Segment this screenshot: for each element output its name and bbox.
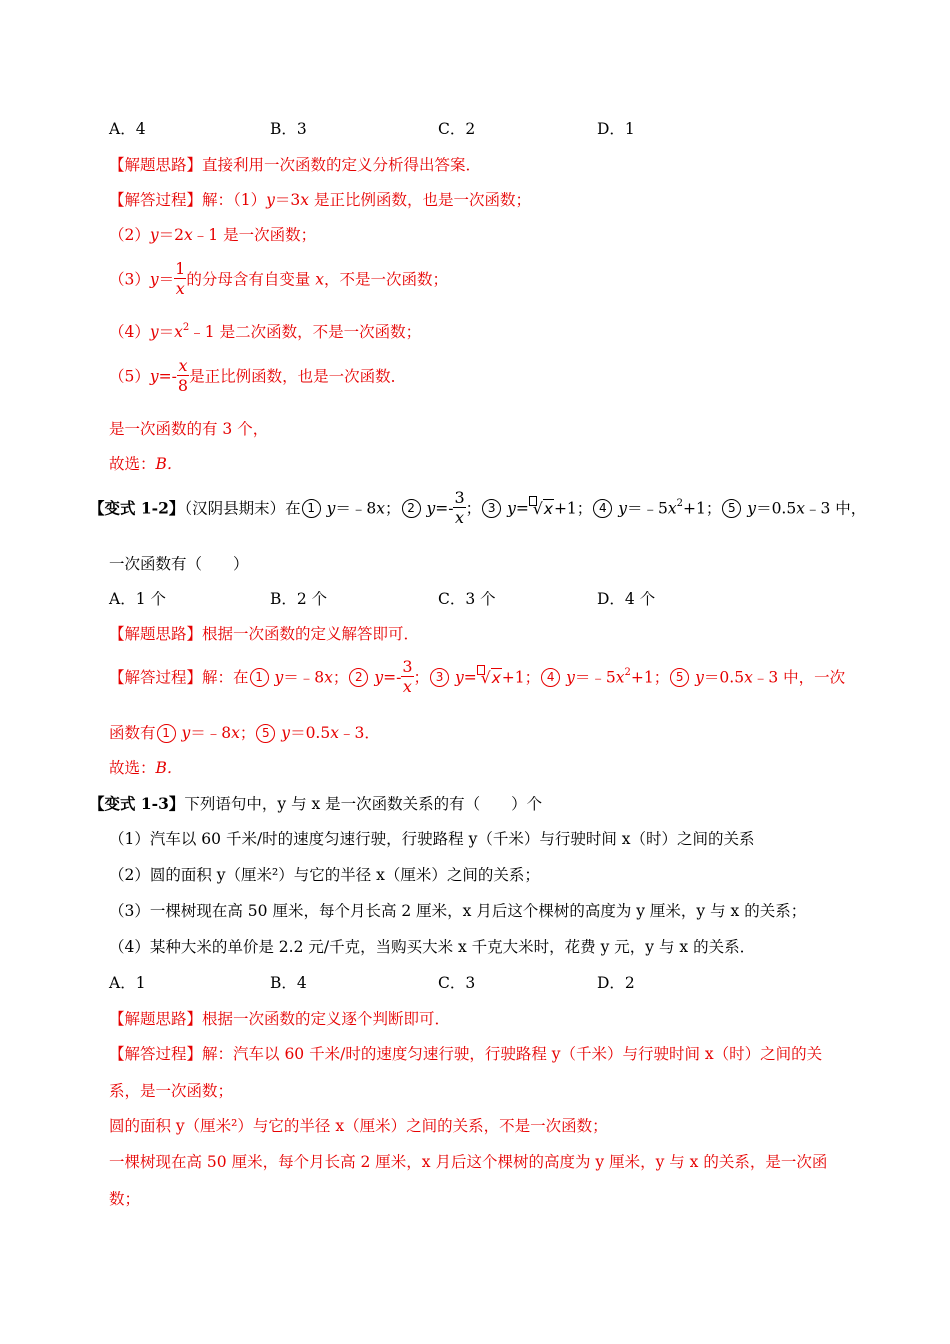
q1-process-5: （5）y=- $\frac{x}{8}$ 是正比例函数，也是一次函数． [109,356,407,395]
q3-process-4: 一棵树现在高 50 厘米，每个月长高 2 厘米，x 月后这个棵树的高度为 y 厘米，y 与 x 的关系，是一次函 [109,1153,828,1171]
q2-process-1: 【解答过程】解：在 1 y＝﹣8x； 2 y=- $\frac{3}{x}$ ； 3 y= √x+1； 4 $y=﹣5x^2+1$； 5 y＝0.5x﹣3 中，一次 [109,657,846,696]
q2-option-d: D．4 个 [597,590,656,608]
option-d: D．1 [597,120,635,138]
q2-option-c: C．3 个 [438,590,496,608]
q3-process-5: 数； [109,1190,141,1208]
q2-stem-line2: 一次函数有（ ） [109,555,249,573]
fraction-1-over-x: $\frac{1}{x}$ [175,259,186,298]
option-a: A．4 [109,120,146,138]
option-c: C．2 [438,120,476,138]
q1-answer: 故选：B． [109,455,183,473]
q3-item-1: （1）汽车以 60 千米/时的速度匀速行驶，行驶路程 y（千米）与行驶时间 x（时）之间的关系 [109,830,755,848]
q3-thinking: 【解题思路】根据一次函数的定义逐个判断即可． [109,1010,451,1028]
q1-process-2: （2）y＝2x﹣1 是一次函数； [109,226,317,244]
q3-option-c: C．3 [438,974,476,992]
q1-count: 是一次函数的有 3 个， [109,420,269,438]
q1-process-3: （3）y＝ $\frac{1}{x}$ 的分母含有自变量 x，不是一次函数； [109,259,449,298]
q1-process-4: $(4)y=x^2﹣1$ 是二次函数，不是一次函数； [109,321,422,341]
option-b: B．3 [270,120,307,138]
q2-option-a: A．1 个 [109,590,166,608]
q2-thinking: 【解题思路】根据一次函数的定义解答即可． [109,625,420,643]
q2-process-2: 函数有 1 y＝﹣8x； 5 y＝0.5x﹣3． [109,724,380,742]
q1-process-1: 【解答过程】解：（1）y＝3x 是正比例函数，也是一次函数； [109,191,531,209]
fraction-x-over-8: $\frac{x}{8}$ [177,356,189,395]
q3-stem: 【变式 1-3】下列语句中，y 与 x 是一次函数关系的有（ ）个 [89,794,543,813]
q3-item-3: （3）一棵树现在高 50 厘米，每个月长高 2 厘米，x 月后这个棵树的高度为 y 厘米，y 与 x 的关系； [109,902,807,920]
q2-answer: 故选：B． [109,759,183,777]
q3-item-4: （4）某种大米的单价是 2.2 元/千克，当购买大米 x 千克大米时，花费 y 元，y 与 x 的关系． [109,938,756,956]
q2-option-b: B．2 个 [270,590,328,608]
q3-process-3: 圆的面积 y（厘米²）与它的半径 x（厘米）之间的关系，不是一次函数； [109,1117,608,1135]
q2-stem: 【变式 1-2】（汉阴县期末）在 1 y＝﹣8x； 2 y=- $\frac{3}{x}$ ； 3 y= √x+1； 4 $y=﹣5x^2+1$； 5 y＝0.5x﹣3 中， [89,488,867,527]
q3-item-2: （2）圆的面积 y（厘米²）与它的半径 x（厘米）之间的关系； [109,866,540,884]
q3-option-a: A．1 [109,974,146,992]
q1-thinking: 【解题思路】直接利用一次函数的定义分析得出答案． [109,156,482,174]
q3-option-b: B．4 [270,974,307,992]
q3-option-d: D．2 [597,974,635,992]
q3-process-2: 系，是一次函数； [109,1082,234,1100]
q3-process-1: 【解答过程】解：汽车以 60 千米/时的速度匀速行驶，行驶路程 y（千米）与行驶时间 x（时）之间的关 [109,1045,823,1063]
